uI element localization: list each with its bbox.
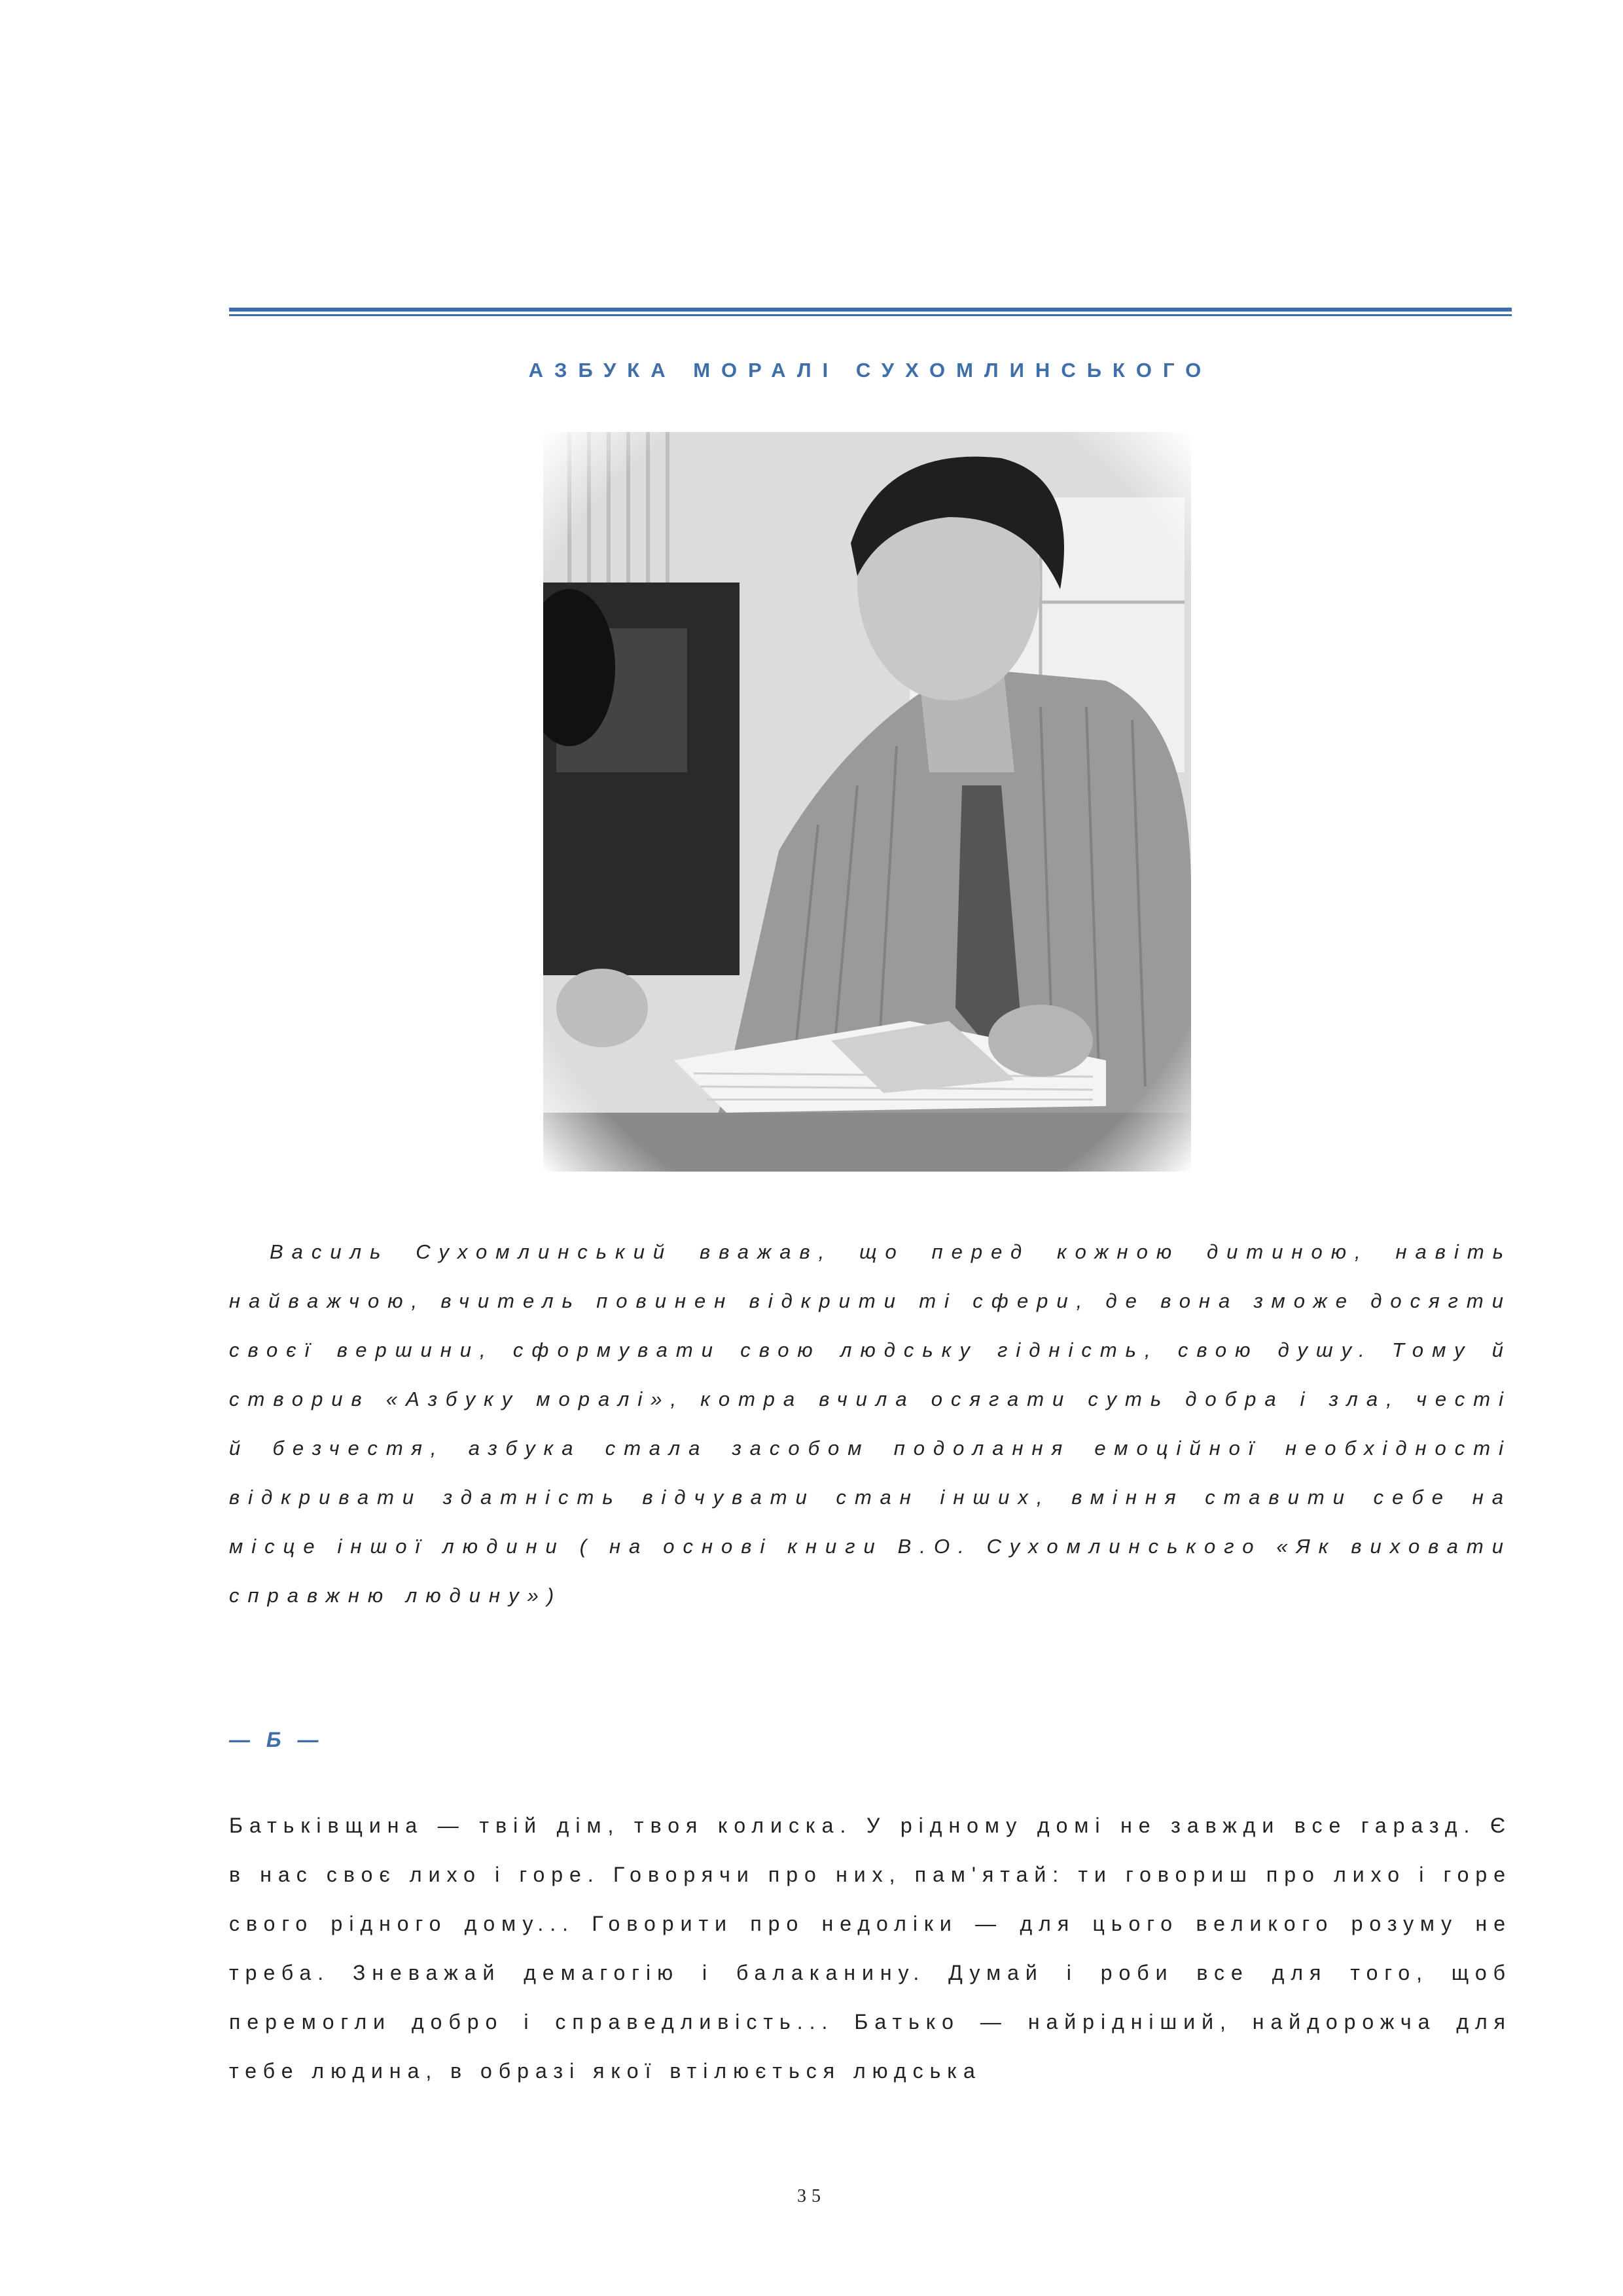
page-title: АЗБУКА МОРАЛІ СУХОМЛИНСЬКОГО (528, 359, 1213, 382)
section-heading: — Б — (229, 1728, 324, 1751)
header-rule-top (229, 308, 1512, 312)
section-paragraph: Батьківщина — твій дім, твоя колиска. У рідному домі не завжди все гаразд. Є в нас своє лихо і горе. Говорячи про них, пам'ятай: ти говориш про лихо і горе свого рідного дому... Говорити про недоліки — для цього великого розуму не треба. Зневажай демагогію і балаканину. Думай і роби все для того, щоб перемогли добро і справедливість... Батько — найрідніший, найдорожча для тебе людина, в образі якої втілюється людська (229, 1814, 1512, 2083)
intro-paragraph: Василь Сухомлинський вважав, що перед кожною дитиною, навіть найважчою, вчитель повинен відкрити ті сфери, де вона зможе досягти своєї вершини, сформувати свою людську гідність, свою душу. Тому й створив «Азбуку моралі», котра вчила осягати суть добра і зла, честі й безчестя, азбука стала засобом подолання емоційної необхідності відкривати здатність відчувати стан інших, вміння ставити себе на місце іншої людини ( на основі книги В.О. Сухомлинського «Як виховати справжню людину») (229, 1240, 1512, 1607)
header-rule-bottom (229, 314, 1512, 316)
page-number: 35 (797, 2186, 826, 2206)
portrait-photo (543, 432, 1191, 1172)
